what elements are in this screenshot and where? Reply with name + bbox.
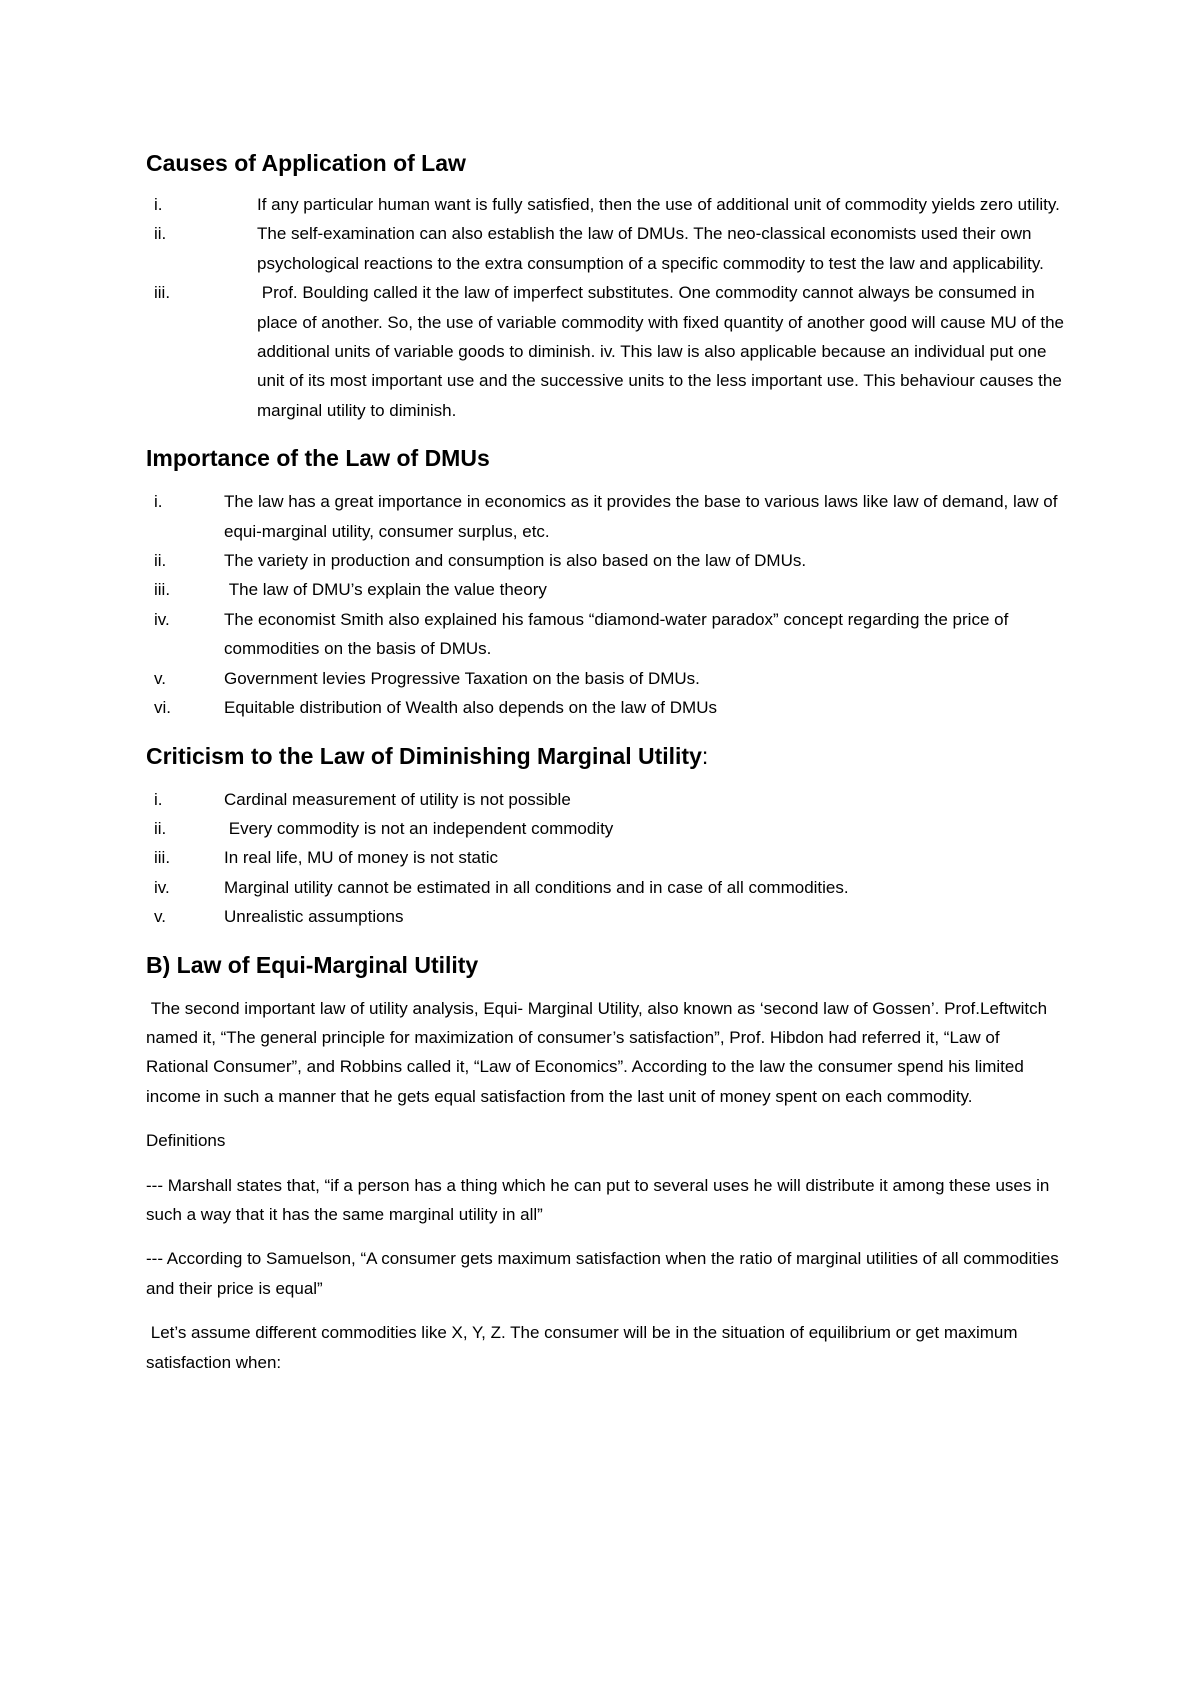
item-number: iv.: [154, 877, 170, 897]
item-number: iv.: [154, 609, 170, 629]
item-text: Unrealistic assumptions: [224, 907, 404, 927]
importance-heading: Importance of the Law of DMUs: [146, 445, 490, 472]
causes-heading: Causes of Application of Law: [146, 150, 466, 176]
equi-marginal-heading: B) Law of Equi-Marginal Utility: [146, 951, 479, 978]
item-text: Government levies Progressive Taxation on the basis of DMUs.: [224, 668, 700, 688]
item-text: Prof. Boulding called it the law of imperfect substitutes. One commodity cannot always be consumed in place of another. So, the use of variable commodity with fixed quantity of another good will cause MU of the additional units of variable goods to diminish. iv. This law is also applicable because an individual put one unit of its most important use and the successive units to the less important use. This behaviour causes the marginal utility to diminish.: [257, 283, 1069, 420]
list-item: [146, 873, 1066, 902]
item-number: ii.: [154, 551, 167, 571]
item-number: ii.: [154, 224, 167, 244]
list-item: [146, 693, 1066, 722]
list-item: [146, 278, 1069, 425]
document-page: [146, 148, 1069, 1377]
list-item: [146, 219, 1066, 278]
item-number: iii.: [154, 848, 171, 868]
item-text: The law has a great importance in economics as it provides the base to various laws like law of demand, law of equi-marginal utility, consumer surplus, etc.: [224, 492, 1058, 541]
item-number: v.: [154, 668, 166, 688]
assumption-paragraph: Let’s assume different commodities like X, Y, Z. The consumer will be in the situation of equilibrium or get maximum satisfaction when:: [146, 1323, 1023, 1372]
definitions-label: Definitions: [146, 1131, 226, 1151]
list-item: [146, 785, 1066, 814]
item-text: Equitable distribution of Wealth also depends on the law of DMUs: [224, 698, 717, 718]
item-number: iii.: [154, 283, 171, 303]
list-item: [146, 546, 1066, 575]
item-text: In real life, MU of money is not static: [224, 848, 498, 868]
item-number: vi.: [154, 698, 171, 718]
item-text: Cardinal measurement of utility is not possible: [224, 789, 571, 809]
item-number: iii.: [154, 580, 171, 600]
item-text: Marginal utility cannot be estimated in all conditions and in case of all commodities.: [224, 877, 849, 897]
list-item: [146, 902, 1066, 931]
equi-intro-paragraph: The second important law of utility analysis, Equi- Marginal Utility, also known as ‘second law of Gossen’. Prof.Leftwitch named it, “The general principle for maximization of consumer’s satisfaction”, Prof. Hibdon had referred it, “Law of Rational Consumer”, and Robbins called it, “Law of Economics”. According to the law the consumer spend his limited income in such a manner that he gets equal satisfaction from the last unit of money spent on each commodity.: [146, 998, 1052, 1106]
list-item: [146, 814, 1066, 843]
item-number: i.: [154, 492, 163, 512]
item-text: The self-examination can also establish the law of DMUs. The neo-classical economists used their own psychological reactions to the extra consumption of a specific commodity to test the law and applicability.: [257, 224, 1044, 273]
list-item: [146, 487, 1066, 546]
item-number: i.: [154, 195, 163, 214]
item-text: Every commodity is not an independent commodity: [224, 818, 614, 838]
criticism-heading-text: Criticism to the Law of Diminishing Marginal Utility: [146, 742, 702, 769]
item-number: i.: [154, 789, 163, 809]
criticism-heading-colon: :: [701, 742, 709, 769]
item-text: If any particular human want is fully satisfied, then the use of additional unit of commodity yields zero utility.: [257, 195, 1060, 214]
item-text: The law of DMU’s explain the value theory: [224, 580, 547, 600]
marshall-definition: --- Marshall states that, “if a person has a thing which he can put to several uses he will distribute it among these uses in such a way that it has the same marginal utility in all”: [146, 1175, 1050, 1224]
item-text: The economist Smith also explained his famous “diamond-water paradox” concept regarding the price of commodities on the basis of DMUs.: [224, 609, 1009, 659]
list-item: [146, 605, 1066, 664]
item-number: ii.: [154, 818, 167, 838]
importance-list: [146, 487, 1066, 722]
criticism-list: [146, 785, 1066, 932]
samuelson-definition: --- According to Samuelson, “A consumer gets maximum satisfaction when the ratio of marginal utilities of all commodities and their price is equal”: [146, 1249, 1059, 1298]
item-text: The variety in production and consumption is also based on the law of DMUs.: [224, 551, 807, 571]
list-item: [146, 664, 1066, 693]
list-item: [146, 190, 1066, 219]
list-item: [146, 575, 1066, 604]
criticism-heading: [146, 741, 1066, 771]
list-item: [146, 843, 1066, 872]
item-number: v.: [154, 907, 166, 927]
causes-list: [146, 190, 1069, 425]
